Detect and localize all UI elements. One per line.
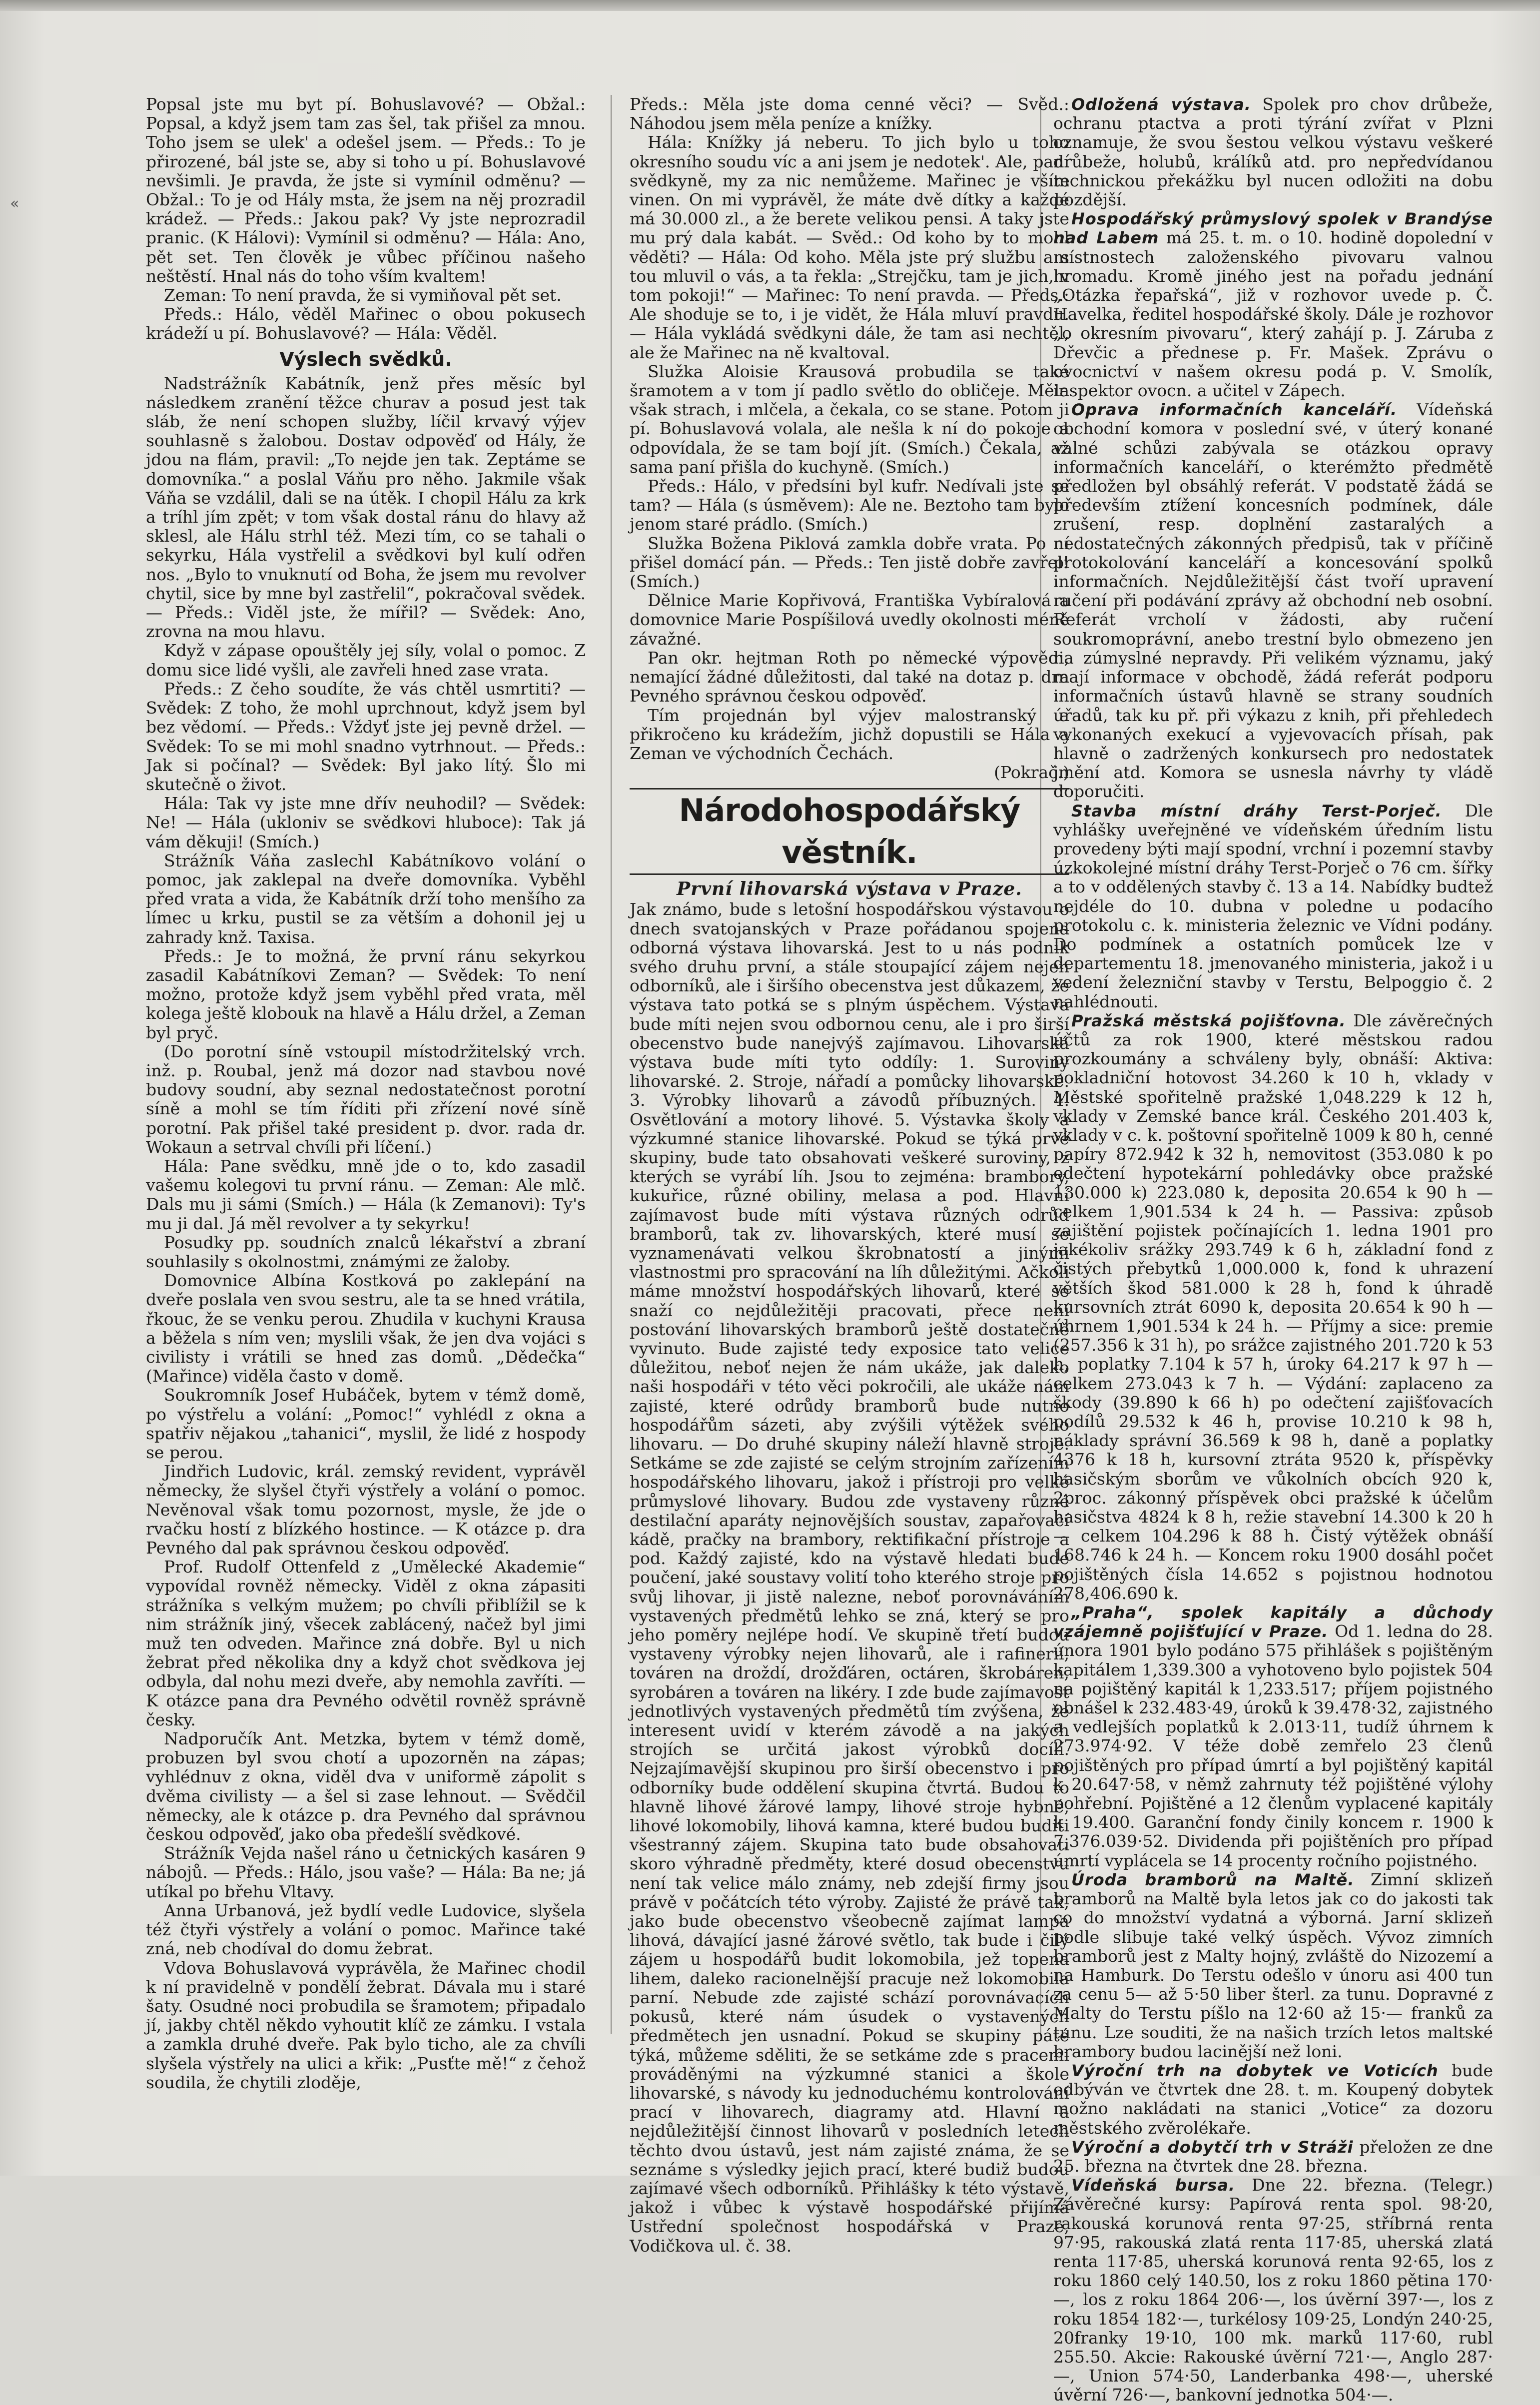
margin-mark: « bbox=[10, 195, 19, 212]
trial-paragraph: Předs.: Měla jste doma cenné věci? — Svěd.: Náhodou jsem měla peníze a knížky. bbox=[630, 94, 1069, 133]
news-item bbox=[1053, 1603, 1493, 1870]
continuation-note: (Pokrač.) bbox=[994, 763, 1069, 783]
news-text: má 25. t. m. o 10. hodině dopolední v místnostech založenského pivovaru valnou hromadu. Kromě jiného jest na pořadu jednání „Otázka řepařská“, již v rozhovor uvede p. Č. Havelka, ředitel hospodářské školy. Dále je rozhovor „o okresním pivovaru“, který zahájí p. J. Záruba z Dřevčic a přednese p. Fr. Mašek. Zprávu o ovocnictví v našem okresu podá p. V. Smolík, inspektor ovocn. a učitel v Zápech. bbox=[1053, 228, 1493, 401]
trial-paragraph: Předs.: Hálo, věděl Mařinec o obou pokusech krádeží u pí. Bohuslavové? — Hála: Věděl. bbox=[146, 304, 586, 343]
news-text: Vídeňská obchodní komora v poslední své, v úterý konané valné schůzi zabývala se otázkou opravy informačních kanceláří, o kterémžto předmětě předložen byl obsáhlý referát. V podstatě žádá se především ztížení koncesních podmínek, dále zrušení, resp. doplnění zastaralých a nedostatečných zákonných předpisů, tak v příčině protokolování kanceláří a koncesování spolků informačních. Nejdůležitější část tvoří upravení ručení při podávání zprávy až obchodní neb osobní. Referát vrcholí v žádosti, aby ručení soukromoprávní, anebo trestní bylo obmezeno jen na zúmyslné nepravdy. Při velikém významu, jaký mají informace v obchodě, žádá referát podporu informačních ústavů hlavně se strany soudních úřadů, tak ku př. při výkazu z knih, při přehledech vykonaných exekucí a vyjevovacích přísah, pak hlavně o zadržených konkursech pro nedostatek jmění atd. Komora se usnesla návrhy ty vládě doporučiti. bbox=[1053, 400, 1493, 802]
trial-paragraph: Vdova Bohuslavová vyprávěla, že Mařinec chodil k ní pravidelně v pondělí žebrat. Dávala mu i staré šaty. Osudné noci probudila se šramotem; připadalo jí, jakby chtěl někdo vyhoutit klíč ze zámku. I vstala a zamkla druhé dveře. Pak bylo ticho, ale za chvíli slyšela výstřely na ulici a křik: „Pusťte mě!“ z čehož soudila, že chytili zloděje, bbox=[146, 1958, 586, 2092]
article-heading-spirits-expo: První lihovarská výstava v Praze. bbox=[677, 878, 1022, 900]
trial-paragraph: Služka Aloisie Krausová probudila se také šramotem a v tom jí padlo světlo do obličeje. Měla však strach, i mlčela, a čekala, co se stane. Potom ji pí. Bohuslavová volala, ale nešla k ní do pokoje a odpovídala, že se tam bojí jít. (Smích.) Čekala, až sama paní přišla do kuchyně. (Smích.) bbox=[630, 361, 1069, 477]
trial-paragraph: Služka Božena Piklová zamkla dobře vrata. Po ní přišel domácí pán. — Předs.: Ten jistě dobře zavřel! (Smích.) bbox=[630, 533, 1069, 592]
article-paragraph: Jak známo, bude s letošní hospodářskou výstavou o dnech svatojanských v Praze pořádanou spojena odborná výstava lihovarská. Jest to u nás podnik svého druhu první, a stále stoupající zájem nejen odborníků, ale i širšího obecenstva jest důkazem, že výstava tato potká se s plným úspěchem. Výstava bude míti nejen svou odbornou cenu, ale i pro širší obecenstvo bude nanejvýš zajímavou. Lihovarská výstava bude míti tyto oddíly: 1. Suroviny lihovarské. 2. Stroje, nářadí a pomůcky lihovarské. 3. Výrobky lihovarů a závodů příbuzných. 4. Osvětlování a motory lihové. 5. Výstavka školy a výzkumné stanice lihovarské. Pokud se týká prvé skupiny, bude tato obsahovati veškeré suroviny, z kterých se vyrábí líh. Jsou to zejména: brambory, kukuřice, různé obiliny, melasa a pod. Hlavní zajímavost bude míti výstava různých odrůd bramborů, tak zv. lihovarských, které musí se vyznamenávati velkou škrobnatostí a jinými vlastnostmi pro spracování na líh důležitými. Ačkoli máme množství hospodářských lihovarů, které se snaží co nejdůležitěji pracovati, přece není postování lihovarských bramborů ještě dostatečně vyvinuto. Bude zajisté tedy exposice tato velice důležitou, neboť nejen že nám ukáže, jak daleko naši hospodáři v této věci pokročili, ale ukáže nám zajisté, které odrůdy bramborů bude nutno hospodářům sázeti, aby zvýšili výtěžek svého lihovaru. — Do druhé skupiny náleží hlavně stroje. Setkáme se zde zajisté se celým strojním zařízením hospodářského lihovaru, jakož i přístroji pro velké průmyslové lihovary. Budou zde vystaveny různé destilační aparáty nejnovějších soustav, zapařovací kádě, pračky na brambory, rektifikační přístroje a pod. Každý zajisté, kdo na výstavě hledati bude poučení, jaké soustavy volití toho kterého stroje pro svůj lihovar, ji jistě nalezne, neboť porovnáváním vystavených předmětů lehko se zná, který se pro jeho poměry nejlépe hodí. Ve skupině třetí budou vystaveny výrobky nejen lihovarů, ale i rafinerií, továren na droždí, drožďáren, octáren, škrobáren, syrobáren a továren na likéry. I zde bude zajímavost jednotlivých vystavených předmětů tím zvýšena, že interesent uvidí v kterém závodě a na jakých strojích se určitá jakost výrobků docílí. Nejzajímavější skupinou pro širší obecenstvo i pro odborníky bude oddělení skupina čtvrtá. Budou to hlavně lihové žárové lampy, lihové stroje hybné, lihové lokomobily, lihová kamna, které budou buditi všestranný zájem. Skupina tato bude obsahovati skoro výhradně předměty, které dosud obecenstvu není tak velice málo známy, neb zdejší firmy jsou právě v počátcích této výroby. Zajisté že právě tak, jako bude obecenstvo všeobecně zajímat lampa lihová, dávající jasné žárové světlo, tak bude i čilý zájem u hospodářů budit lokomobila, jež topena lihem, daleko racionelnější pracuje než lokomobila parní. Nebude zde zajisté schází porovnávacích pokusů, které nám úsudek o vystavených předmětech jen usnadní. Pokud se skupiny páté týká, můžeme sděliti, že se setkáme zde s pracemi prováděnými na výzkumné stanici a škole lihovarské, s návody ku jednoduchému kontrolování prací v lihovarech, diagramy atd. Hlavní a nejdůležitější činnost lihovarů v posledních letech těchto dvou ústavů, jest nám zajisté známa, že se seznáme s výsledky jejich prací, které budiž budou zajímavé všech odborníků. Přihlášky k této výstavě, jakož i vůbec k výstavě hospodářské přijímá Ustřední společnost hospodářská v Praze, Vodičkova ul. č. 38. bbox=[630, 899, 1069, 2256]
trial-paragraph: Hála: Knížky já neberu. To jich bylo u toho okresního soudu víc a ani jsem je nedotek'. Ale, paní svědkyně, my za nic nemůžeme. Mařinec je vším vinen. On mi vyprávěl, že máte dvě dítky a každé má 30.000 zl., a že berete velikou pensi. A taky jste mu prý dala kabát. — Svěd.: Od koho by to mohl věděti? — Hála: Od koho. Měla jste prý službu a s tou mluvil o vás, a ta řekla: „Strejčku, tam je jich, v tom pokoji!“ — Mařinec: To není pravda. — Předs.: Ale shoduje se to, i je vidět, že Hála mluví pravdu. — Hála vykládá svědkyni dále, že tam asi nechtěl, ale že Mařinec na ně kvaltoval. bbox=[630, 132, 1069, 362]
trial-paragraph: Posudky pp. soudních znalců lékařství a zbraní souhlasily s okolnostmi, známými ze žaloby. bbox=[146, 1232, 586, 1271]
news-item bbox=[1053, 2176, 1493, 2405]
trial-paragraph: Tím projednán byl výjev malostranský a přikročeno ku krádežím, jichž dopustili se Hála a Zeman ve východních Čechách. bbox=[630, 705, 1069, 763]
trial-paragraph: Strážník Váňa zaslechl Kabátníkovo volání o pomoc, jak zaklepal na dveře domovníka. Vyběhl před vrata a vida, že Kabátník drží toho menšího za límec u krku, pustil se za větším a dohonil jej u zahrady knž. Taxisa. bbox=[146, 850, 586, 947]
trial-paragraph: Nadporučík Ant. Metzka, bytem v témž domě, probuzen byl svou chotí a upozorněn na zápas; vyhlédnuv z okna, viděl dva v uniformě zápolit s dvěma civilisty — a šel si zase lehnout. — Svědčil německy, ale k otázce p. dra Pevného dal správnou českou odpověď, jako oba předešlí svědkové. bbox=[146, 1729, 586, 1844]
trial-paragraph: Popsal jste mu byt pí. Bohuslavové? — Obžal.: Popsal, a když jsem tam zas šel, tak přišel za mnou. Toho jsem se ulek' a odešel jsem. — Předs.: To je přirozené, bál jste se, aby si toho u pí. Bohuslavové nevšimli. Je pravda, že jste si vymínil odměnu? — Obžal.: To je od Hály msta, že jsem na něj prozradil krádež. — Předs.: Jakou pak? Vy jste neprozradil pranic. (K Hálovi): Vymínil si odměnu? — Hála: Ano, pět set. Ten člověk je vůbec příčinou našeho neštěstí. Hnal nás do toho vším kvaltem! bbox=[146, 94, 586, 286]
news-text: Spolek pro chov drůbeže, ochranu ptactva a proti týrání zvířat v Plzni oznamuje, že svou šestou velkou výstavu veškeré drůbeže, holubů, králíků atd. pro nepředvídanou technickou překážku byl nucen odložiti na dobu pozdější. bbox=[1053, 94, 1493, 210]
economic-bulletin-masthead: Národohospodářský věstník. bbox=[630, 788, 1069, 875]
news-heading: Pražská městská pojišťovna. bbox=[1071, 1011, 1346, 1030]
news-heading: Výroční a dobytčí trh v Stráži bbox=[1071, 2137, 1354, 2157]
column-right bbox=[1053, 94, 1494, 2405]
news-heading: Úroda bramborů na Maltě. bbox=[1071, 1870, 1355, 1889]
news-heading: Vídeňská bursa. bbox=[1071, 2176, 1236, 2195]
news-heading: Hospodářský průmyslový spolek v Brandýse nad Labem bbox=[1053, 209, 1493, 248]
news-item bbox=[1053, 2138, 1493, 2176]
column-left bbox=[146, 95, 586, 2149]
trial-paragraph: Soukromník Josef Hubáček, bytem v témž domě, po výstřelu a volání: „Pomoc!“ vyhlédl z okna a spatřiv nějakou „tahanici“, myslil, že lidé z hospody se perou. bbox=[146, 1385, 586, 1463]
news-heading: Výroční trh na dobytek ve Voticích bbox=[1071, 2061, 1439, 2080]
news-text: bude odbýván ve čtvrtek dne 28. t. m. Koupený dobytek možno nakládati na stanici „Votice“ za dozoru městského zvěrolékaře. bbox=[1053, 2060, 1493, 2138]
trial-paragraph: Hála: Pane svědku, mně jde o to, kdo zasadil vašemu kolegovi tu první ránu. — Zeman: Ale mlč. Dals mu ji sámi (Smích.) — Hála (k Zemanovi): Ty's mu ji dal. Já měl revolver a ty sekyrku! bbox=[146, 1156, 586, 1233]
trial-paragraph: Domovnice Albína Kostková po zaklepání na dveře poslala ven svou sestru, ale ta se hned vrátila, řkouc, že se venku perou. Zhudila v kuchyni Krausa a běžela s ním ven; myslili však, že jen dva vojáci s civilisty i vrátili se hned zas domů. „Dědečka“ (Mařince) viděla často v domě. bbox=[146, 1271, 586, 1386]
news-text: Zimní sklizeň bramborů na Maltě byla letos jak co do jakosti tak co do množství vydatná a výborná. Jarní sklizeň podle slibuje také velký úspěch. Vývoz zimních bramborů jest z Malty hojný, zvláště do Nizozemí a na Hamburk. Do Terstu odešlo v únoru asi 400 tun za cenu 5— až 5·50 liber šterl. za tunu. Dopravné z Malty do Terstu píšlo na 12·60 až 15·— franků za tunu. Lze souditi, že na našich trzích letos maltské brambory budou lacinější než loni. bbox=[1053, 1869, 1493, 2061]
scan-top-edge bbox=[0, 0, 1540, 11]
trial-paragraph: (Do porotní síně vstoupil místodržitelský vrch. inž. p. Roubal, jenž má dozor nad stavbou nové budovy soudní, aby seznal nedostatečnost porotní síně a mohl se tím říditi při zřízení nové síně porotní. Pak přišel také president p. dvor. rada dr. Wokaun a setrval chvíli při líčení.) bbox=[146, 1041, 586, 1157]
news-item bbox=[1053, 1870, 1493, 2061]
trial-paragraph: Anna Urbanová, jež bydlí vedle Ludovice, slyšela též čtyři výstřely a volání o pomoc. Mařince také zná, neb chodíval do domu žebrat. bbox=[146, 1900, 586, 1959]
news-text: přeložen ze dne 25. března na čtvrtek dne 28. března. bbox=[1053, 2137, 1494, 2176]
news-text: Dne 22. března. (Telegr.) Závěrečné kursy: Papírová renta spol. 98·20, rakouská korunová renta 97·25, stříbrná renta 97·95, rakouská zlatá renta 117·85, uherská zlatá renta 117·85, uherská korunová renta 92·65, los z roku 1860 celý 140.50, los z roku 1860 pětina 170·—, los z roku 1864 206·—, los úvěrní 397·—, los z roku 1854 182·—, turkélosy 109·25, Londýn 240·25, 20franky 19·10, 100 mk. marků 117·60, rubl 255.50. Akcie: Rakouské úvěrní 721·—, Anglo 287·—, Union 574·50, Landerbanka 498·—, uherské úvěrní 726·—, bankovní jednotka 504·—. bbox=[1053, 2175, 1493, 2405]
news-heading: Odložená výstava. bbox=[1071, 95, 1251, 114]
trial-paragraph: Pan okr. hejtman Roth po německé výpovědi, nemající žádné důležitosti, dal také na dotaz p. dra Pevného správnou českou odpověď. bbox=[630, 648, 1069, 706]
news-text: Dle závěrečných účtů za rok 1900, které městskou radou prozkoumány a schváleny byly, obnáší: Aktiva: pokladniční hotovost 34.260 k 10 h, vklady v Městské spořitelně pražské 1,048.229 k 12 h, vklady v Zemské bance král. Českého 201.403 k, vklady v c. k. poštovní spořitelně 1009 k 80 h, cenné papíry 872.942 k 32 h, nemovitost (353.080 k po odečtení hypotekární pohledávky obce pražské 130.000 k) 223.080 k, deposita 20.654 k 90 h — celkem 1,901.534 k 24 h. — Passiva: způsob zajištění pojistek počínajících 1. ledna 1901 pro jakékoliv srážky 293.749 k 6 h, základní fond z čistých přebytků 1,000.000 k, fond k uhrazení větších škod 581.000 k 28 h, fond k úhradě kursovních ztrát 6090 k, deposita 20.654 k 90 h — úhrnem 1,901.534 k 24 h. — Příjmy a sice: premie (257.356 k 31 h), po srážce zajistného 201.720 k 53 h, poplatky 7.104 k 57 h, úroky 64.217 k 97 h — celkem 273.043 k 7 h. — Výdání: zaplaceno za škody (39.890 k 66 h) po odečtení zajišťovacích podílů 29.532 k 46 h, provise 10.210 k 98 h, náklady správní 36.569 k 98 h, daně a poplatky 4376 k 18 h, kursovní ztráta 9520 k, příspěvky hasičským sborům ve vůkolních obcích 920 k, 2proc. zákonný příspěvek obci pražské k účelům hasičstva 4824 k 8 h, režie stavební 14.300 k 20 h — celkem 104.296 k 88 h. Čistý výtěžek obnáší 168.746 k 24 h. — Koncem roku 1900 dosáhl počet pojištěných čísla 14.652 s pojistnou hodnotou 278,406.690 k. bbox=[1053, 1010, 1493, 1603]
trial-paragraph: Jindřich Ludovic, král. zemský revident, vyprávěl německy, že slyšel čtyři výstřely a volání o pomoc. Nevěnoval však tomu pozornost, mysle, že jde o rvačku hostí z blízkého hostince. — K otázce p. dra Pevného dal pak správnou českou odpověď. bbox=[146, 1462, 586, 1558]
news-item bbox=[1053, 400, 1493, 801]
column-rule-left bbox=[611, 95, 612, 2034]
news-heading: Oprava informačních kanceláří. bbox=[1071, 400, 1398, 420]
news-heading: „Praha“, spolek kapitály a důchody vzájemně pojišťující v Praze. bbox=[1053, 1603, 1493, 1641]
trial-paragraph: Předs.: Z čeho soudíte, že vás chtěl usmrtiti? — Svědek: Z toho, že mohl uprchnout, když jsem byl bez vědomí. — Předs.: Vždyť jste jej pevně držel. — Svědek: To se mi mohl snadno vytrhnout. — Předs.: Jak si počínal? — Svědek: Byl jako lítý. Šlo mi skutečně o život. bbox=[146, 679, 586, 794]
trial-paragraph: Nadstrážník Kabátník, jenž přes měsíc byl následkem zranění těžce churav a posud jest tak sláb, že není schopen služby, líčil krvavý výjev souhlasně s žalobou. Dostav odpověď od Hály, že jdou na flám, pravil: „To nejde jen tak. Zeptáme se domovníka.“ a poslal Váňu pro něho. Jakmile však Váňa se vzdálil, dali se na útěk. I chopil Hálu za krk a tríhl jím zpět; v tom však dostal ránu do hlavy až sklesl, ale Hálu strhl též. Mezi tím, co se tahali o sekyrku, Hála vystřelil a svědkovi byl kulí odřen nos. „Bylo to vnuknutí od Boha, že jsem mu revolver chytil, sice by mne byl zastřelil“, pokračoval svědek. — Předs.: Viděl jste, že mířil? — Svědek: Ano, zrovna na mou hlavu. bbox=[146, 373, 586, 642]
news-text: Dle vyhlášky uveřejněné ve vídeňském úředním listu provedeny býti mají spodní, vrchní i pozemní stavby úzkokolejné místní dráhy Terst-Porječ o 76 cm. šířky a to v oddělených stavby č. 13 a 14. Nabídky budtež nejdéle do 10. dubna v poledne u podacího protokolu c. k. ministeria železnic ve Vídni podány. Do podmínek a ostatních pomůcek lze v departementu 18. jmenovaného ministeria, jakož i u vedení železniční stavby v Terstu, Belpoggio č. 2 nahlédnouti. bbox=[1053, 801, 1493, 1011]
column-middle bbox=[630, 94, 1069, 2256]
trial-paragraph: Strážník Vejda našel ráno u četnických kasáren 9 nábojů. — Předs.: Hálo, jsou vaše? — Hála: Ba ne; já utíkal po břehu Vltavy. bbox=[146, 1843, 586, 1901]
trial-paragraph: Zeman: To není pravda, že si vymiňoval pět set. bbox=[164, 285, 562, 305]
trial-paragraph: Prof. Rudolf Ottenfeld z „Umělecké Akademie“ vypovídal rovněž německy. Viděl z okna zápasiti strážníka s velkým mužem; po chvíli přiblížil se k nim strážník jiný, všecek zablácený, načež byl jimi muž ten odveden. Mařince zná dobře. Byl u nich žebrat před několika dny a když chot svědkova jej odbyla, dal nohu mezi dveře, aby nemohla zavříti. — K otázce pana dra Pevného odvětil rovněž správně česky. bbox=[146, 1557, 586, 1729]
trial-paragraph: Dělnice Marie Kopřivová, Františka Vybíralová a domovnice Marie Pospíšilová uvedly okolnosti méně závažné. bbox=[630, 591, 1069, 649]
news-item bbox=[1053, 802, 1493, 1011]
news-item bbox=[1053, 2061, 1493, 2138]
news-item bbox=[1053, 1011, 1493, 1603]
news-item bbox=[1053, 95, 1493, 209]
trial-paragraph: Předs.: Hálo, v předsíni byl kufr. Nedívali jste se tam? — Hála (s úsměvem): Ale ne. Beztoho tam bylo jenom staré prádlo. (Smích.) bbox=[630, 476, 1069, 534]
trial-paragraph: Předs.: Je to možná, že první ránu sekyrkou zasadil Kabátníkovi Zeman? — Svědek: To není možno, protože když jsem vyběhl před vrata, měl kolega ještě klobouk na hlavě a Hálu držel, a Zeman byl pryč. bbox=[146, 946, 586, 1042]
trial-paragraph: Hála: Tak vy jste mne dřív neuhodil? — Svědek: Ne! — Hála (ukloniv se svědkovi hluboce): Tak já vám děkuji! (Smích.) bbox=[146, 794, 586, 851]
news-text: Od 1. ledna do 28. února 1901 bylo podáno 575 přihlášek s pojištěným kapitálem 1,339.300 a vyhotoveno bylo pojistek 504 na pojištěný kapitál k 1,233.517; příjem pojistného obnášel k 232.483·49, úroků k 39.478·32, zajistného a vedlejších poplatků k 2.013·11, tudíž úhrnem k 273.974·92. V téže době zemřelo 23 členů pojištěných pro případ úmrtí a byl pojištěný kapitál k 20.647·58, v němž zahrnuty též pojištěné výlohy pohřební. Pojištěné a 12 členům vyplacené kapitály k 19.400. Garanční fondy činily koncem r. 1900 k 7,376.039·52. Dividenda při pojištěních pro případ úmrtí vyplácela se 14 procenty ročního pojistného. bbox=[1053, 1621, 1493, 1870]
news-heading: Stavba místní dráhy Terst-Porječ. bbox=[1071, 801, 1442, 820]
news-item bbox=[1053, 209, 1493, 400]
section-heading-witnesses: Výslech svědků. bbox=[279, 348, 452, 370]
trial-paragraph: Když v zápase opouštěly jej síly, volal o pomoc. Z domu sice lidé vyšli, ale zavřeli hned zase vrata. bbox=[146, 641, 586, 680]
